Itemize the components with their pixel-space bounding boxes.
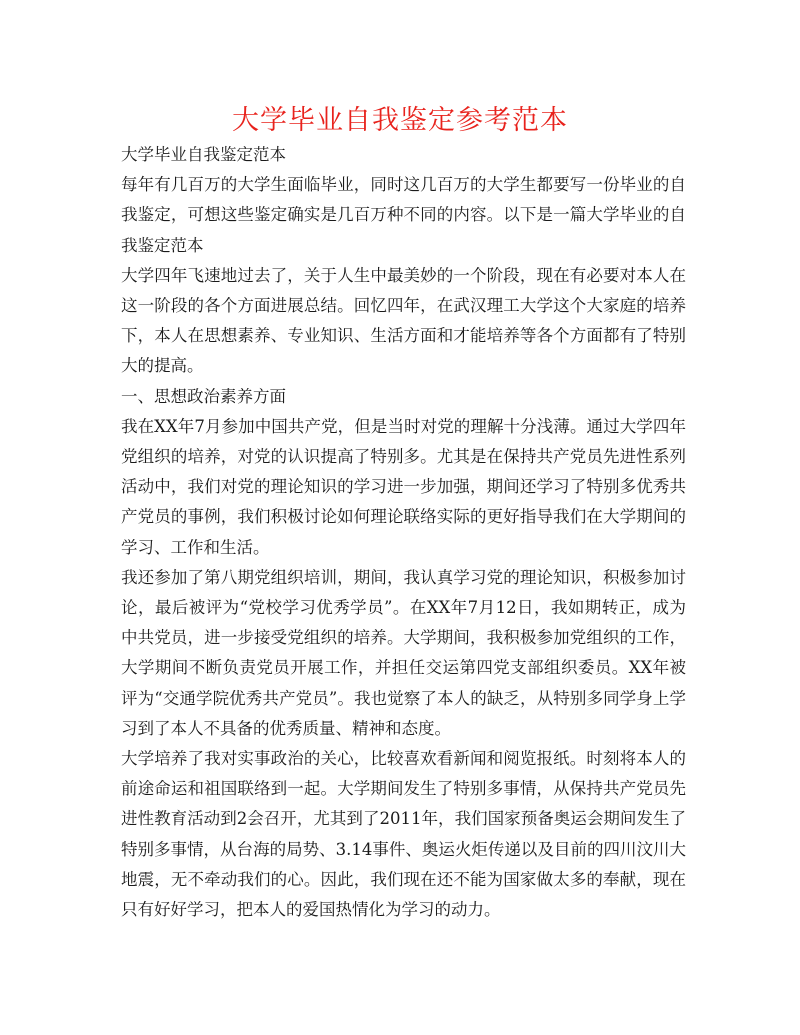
section-heading: 一、思想政治素养方面	[121, 386, 286, 406]
intro-paragraph: 每年有几百万的大学生面临毕业，同时这几百万的大学生都要写一份毕业的自我鉴定，可想这些鉴定确实是几百万种不同的内容。以下是一篇大学毕业的自我鉴定范本	[121, 175, 686, 255]
subtitle-paragraph: 大学毕业自我鉴定范本	[121, 145, 286, 164]
party-membership-paragraph: 我在XX年7月参加中国共产党，但是当时对党的理解十分浅薄。通过大学四年党组织的培养，对党的认识提高了特别多。尤其是在保持共产党员先进性系列活动中，我们对党的理论知识的学习进一步加强，期间还学习了特别多优秀共产党员的事例，我们积极讨论如何理论联络实际的更好指导我们在大学期间的学习、工作和生活。	[121, 416, 686, 557]
current-affairs-paragraph: 大学培养了我对实事政治的关心，比较喜欢看新闻和阅览报纸。时刻将本人的前途命运和祖国联络到一起。大学期间发生了特别多事情，从保持共产党员先进性教育活动到2会召开，尤其到了2011年，我们国家预备奥运会期间发生了特别多事情，从台海的局势、3.14事件、奥运火炬传递以及目前的四川汶川大地震，无不牵动我们的心。因此，我们现在还不能为国家做太多的奉献，现在只有好好学习，把本人的爱国热情化为学习的动力。	[121, 749, 686, 920]
document-body	[121, 140, 686, 925]
party-training-paragraph: 我还参加了第八期党组织培训，期间，我认真学习党的理论知识，积极参加讨论，最后被评为“党校学习优秀学员”。在XX年7月12日，我如期转正，成为中共党员，进一步接受党组织的培养。大学期间，我积极参加党组织的工作，大学期间不断负责党员开展工作，并担任交运第四党支部组织委员。XX年被评为“交通学院优秀共产党员”。我也觉察了本人的缺乏，从特别多同学身上学习到了本人不具备的优秀质量、精神和态度。	[121, 567, 686, 738]
document-title: 大学毕业自我鉴定参考范本	[232, 105, 568, 136]
summary-paragraph: 大学四年飞速地过去了，关于人生中最美妙的一个阶段，现在有必要对本人在这一阶段的各个方面进展总结。回忆四年，在武汉理工大学这个大家庭的培养下，本人在思想素养、专业知识、生活方面和才能培养等各个方面都有了特别大的提高。	[121, 265, 686, 376]
